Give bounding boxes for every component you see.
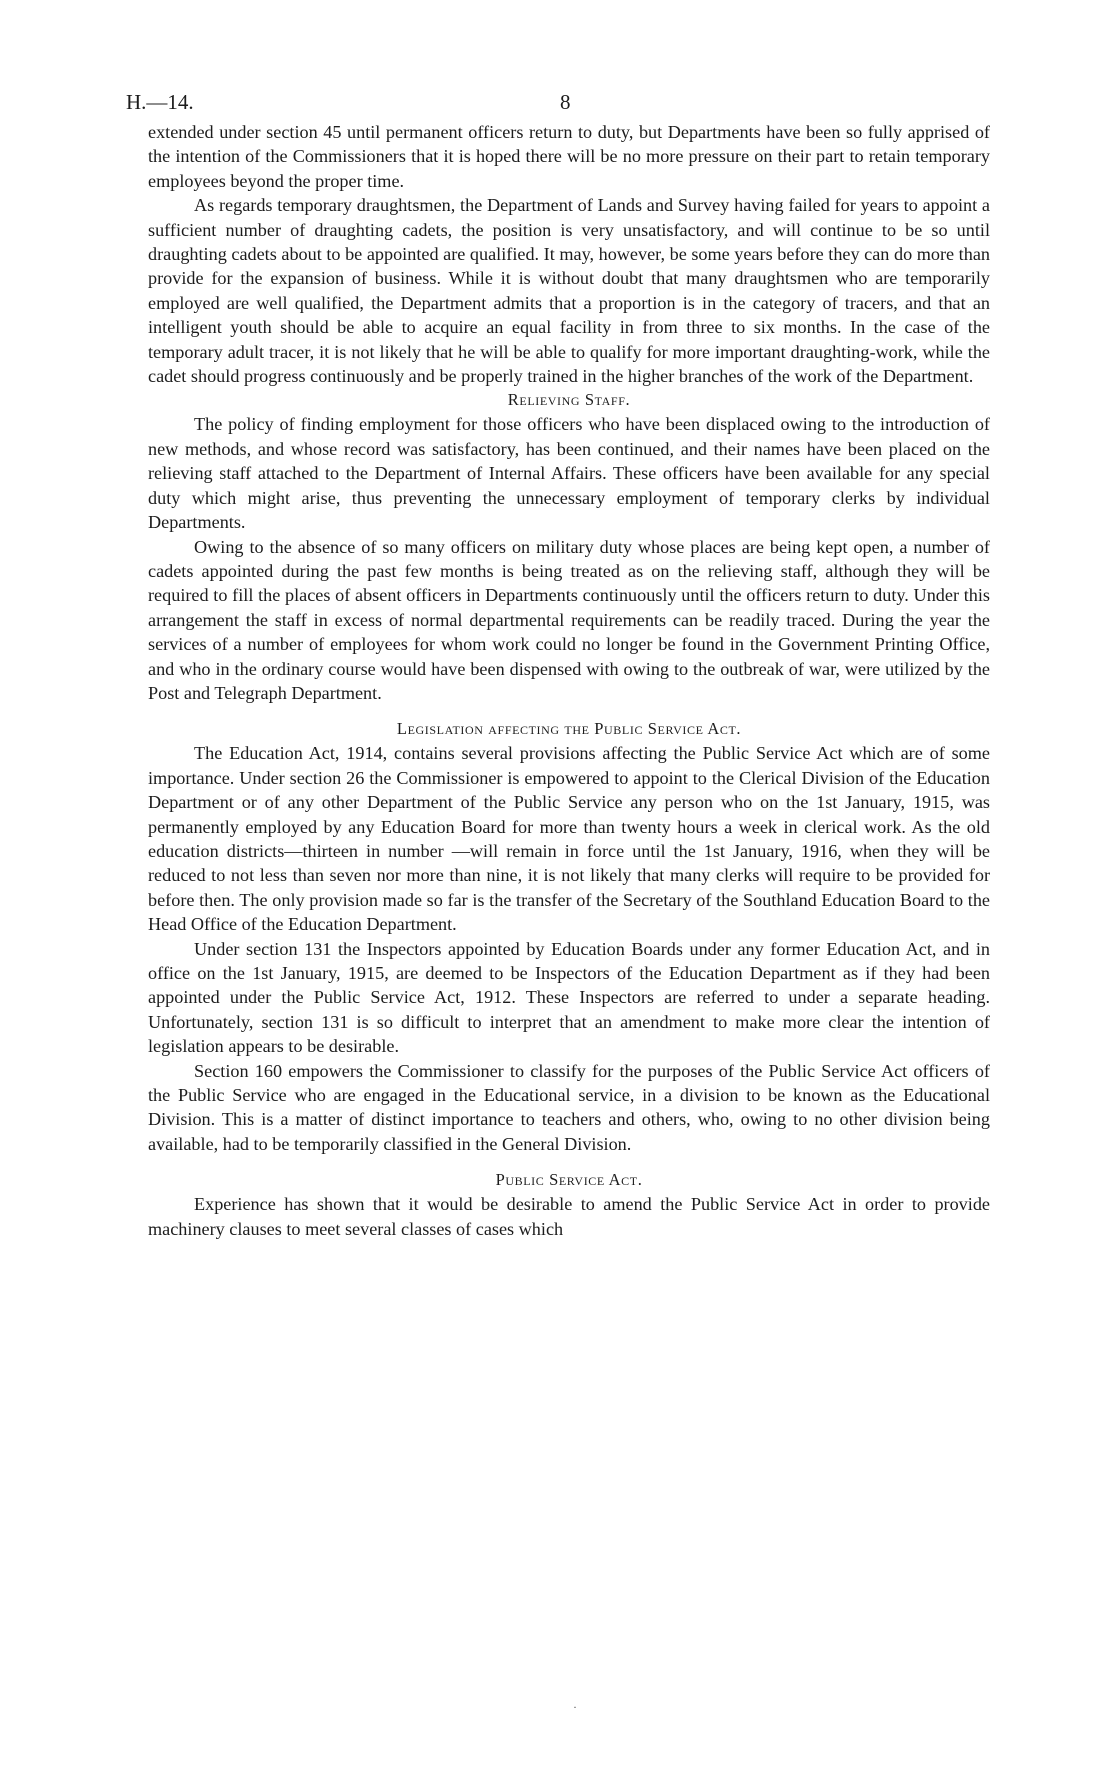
running-header xyxy=(126,80,990,120)
section-heading-public-service-act: Public Service Act. xyxy=(495,1170,643,1190)
paragraph: Section 160 empowers the Commissioner to classify for the purposes of the Public Service Act officers of the Public Service who are engaged in the Educational service, in a division to be known as the Educational Division. This is a matter of distinct importance to teachers and others, who, owing to no other division being available, had to be temporarily classified in the General Division. xyxy=(148,1060,990,1154)
document-page xyxy=(126,80,990,1241)
paragraph: Experience has shown that it would be desirable to amend the Public Service Act in order to provide machinery clauses to meet several classes of cases which xyxy=(148,1194,990,1239)
document-reference: H.—14. xyxy=(126,90,194,114)
paragraph: The policy of finding employment for those officers who have been displaced owing to the introduction of new methods, and whose record was satisfactory, has been continued, and their names have been placed on the relieving staff attached to the Department of Internal Affairs. These officers have been available for any special duty which might arise, thus preventing the unnecessary employment of temporary clerks by individual Departments. xyxy=(148,414,990,533)
section-heading-legislation: Legislation affecting the Public Service Act. xyxy=(396,719,742,739)
paragraph: Under section 131 the Inspectors appointed by Education Boards under any former Education Act, and in office on the 1st January, 1915, are deemed to be Inspectors of the Education Department as if they had been appointed under the Public Service Act, 1912. These Inspectors are referred to under a separate heading. Unfortunately, section 131 is so difficult to interpret that an amendment to make more clear the intention of legislation appears to be desirable. xyxy=(148,938,990,1057)
paragraph: Owing to the absence of so many officers on military duty whose places are being kept open, a number of cadets appointed during the past few months is being treated as on the relieving staff, although they will be required to fill the places of absent officers in Departments continuously until the officers return to duty. Under this arrangement the staff in excess of normal departmental requirements can be readily traced. During the year the services of a number of employees for whom work could no longer be found in the Government Printing Office, and who in the ordinary course would have been dispensed with owing to the outbreak of war, were utilized by the Post and Telegraph Department. xyxy=(148,536,990,703)
scan-speck: · xyxy=(573,1700,577,1714)
page-number: 8 xyxy=(560,90,571,114)
paragraph: extended under section 45 until permanent officers return to duty, but Departments have been so fully apprised of the intention of the Commissioners that it is hoped there will be no more pressure on their part to retain temporary employees beyond the proper time. xyxy=(148,122,990,191)
paragraph: As regards temporary draughtsmen, the Department of Lands and Survey having failed for years to appoint a sufficient number of draughting cadets, the position is very unsatisfactory, and will continue to be so until draughting cadets about to be appointed are qualified. It may, however, be some years before they can do more than provide for the expansion of business. While it is without doubt that many draughtsmen who are temporarily employed are well qualified, the Department admits that a proportion is in the category of tracers, and that an intelligent youth should be able to acquire an equal facility in from three to six months. In the case of the temporary adult tracer, it is not likely that he will be able to qualify for more important draughting-work, while the cadet should progress continuously and be properly trained in the higher branches of the work of the Department. xyxy=(148,195,990,387)
section-heading-relieving-staff: Relieving Staff. xyxy=(507,390,631,410)
paragraph: The Education Act, 1914, contains several provisions affecting the Public Service Act which are of some importance. Under section 26 the Commissioner is empowered to appoint to the Clerical Division of the Education Department or of any other Department of the Public Service any person who on the 1st January, 1915, was permanently employed by any Education Board for more than twenty hours a week in clerical work. As the old education districts—thirteen in number —will remain in force until the 1st January, 1916, when they will be reduced to not less than seven nor more than nine, it is not likely that many clerks will require to be provided for before then. The only provision made so far is the transfer of the Secretary of the Southland Education Board to the Head Office of the Education Department. xyxy=(148,743,990,935)
